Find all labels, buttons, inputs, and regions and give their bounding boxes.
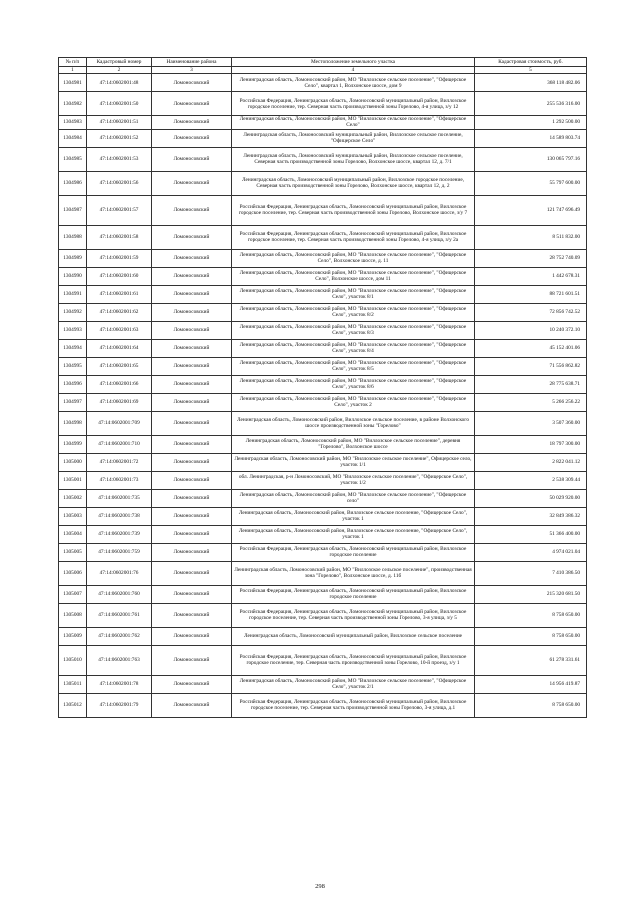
cadastral-value: 7 410 386.50 <box>475 561 587 585</box>
cadastral-number: 47:14:0602001:63 <box>87 321 152 339</box>
district-name: Ломоносовский <box>152 435 232 453</box>
land-plot-location: Ленинградская область, Ломоносовский муниципальный район, Виллозское сельское поселение <box>232 627 475 645</box>
cadastral-number: 47:14:0602001:61 <box>87 285 152 303</box>
cadastral-value: 61 278 331.61 <box>475 645 587 675</box>
cadastral-number: 47:14:0602001:760 <box>87 585 152 603</box>
cadastral-value: 72 856 742.52 <box>475 303 587 321</box>
table-row <box>59 92 587 116</box>
row-number: 1304989 <box>59 249 87 267</box>
header-location: Местоположение земельного участка <box>232 58 475 67</box>
cadastral-number: 47:14:0602001:48 <box>87 74 152 92</box>
district-name: Ломоносовский <box>152 339 232 357</box>
cadastral-value: 50 029 920.00 <box>475 489 587 507</box>
district-name: Ломоносовский <box>152 489 232 507</box>
cadastral-value: 18 797 300.00 <box>475 435 587 453</box>
district-name: Ломоносовский <box>152 357 232 375</box>
cadastral-number: 47:14:0602001:60 <box>87 267 152 285</box>
cadastral-value: 3 507 360.00 <box>475 411 587 435</box>
column-number: 2 <box>87 67 152 74</box>
district-name: Ломоносовский <box>152 321 232 339</box>
row-number: 1305001 <box>59 471 87 489</box>
land-plot-location: Ленинградская область, Ломоносовский район, МО "Виллозское сельское поселение", "Офицерское Село", участок 8/4 <box>232 339 475 357</box>
land-plot-location: Ленинградская область, Ломоносовский район, МО "Виллозское сельское поселение", "Офицерское Село", участок 8/1 <box>232 285 475 303</box>
cadastral-value: 255 536 316.00 <box>475 92 587 116</box>
table-row <box>59 129 587 147</box>
district-name: Ломоносовский <box>152 627 232 645</box>
row-number: 1305005 <box>59 543 87 561</box>
table-row <box>59 525 587 543</box>
table-header-row <box>59 58 587 67</box>
cadastral-value-table <box>58 57 587 718</box>
row-number: 1304983 <box>59 116 87 129</box>
table-row <box>59 357 587 375</box>
district-name: Ломоносовский <box>152 603 232 627</box>
row-number: 1304998 <box>59 411 87 435</box>
cadastral-number: 47:14:0602001:763 <box>87 645 152 675</box>
row-number: 1304996 <box>59 375 87 393</box>
land-plot-location: Ленинградская область, Ломоносовский муниципальный район, Виллозское сельское поселение, "Офицерское Село" <box>232 129 475 147</box>
table-body <box>59 74 587 717</box>
district-name: Ломоносовский <box>152 411 232 435</box>
district-name: Ломоносовский <box>152 375 232 393</box>
cadastral-value: 368 118 482.06 <box>475 74 587 92</box>
district-name: Ломоносовский <box>152 393 232 411</box>
row-number: 1304981 <box>59 74 87 92</box>
cadastral-value: 88 721 601.51 <box>475 285 587 303</box>
district-name: Ломоносовский <box>152 129 232 147</box>
row-number: 1304987 <box>59 195 87 225</box>
cadastral-value: 32 849 386.32 <box>475 507 587 525</box>
row-number: 1305012 <box>59 693 87 717</box>
table-row <box>59 453 587 471</box>
row-number: 1305010 <box>59 645 87 675</box>
land-plot-location: Ленинградская область, Ломоносовский муниципальный район, Виллозское сельское поселение, Северная часть производственной зоны Горелово, Волхонское шоссе, квартал 12, д. 7/1 <box>232 147 475 171</box>
cadastral-number: 47:14:0602001:78 <box>87 675 152 693</box>
cadastral-value: 4 974 021.04 <box>475 543 587 561</box>
cadastral-number: 47:14:0602001:710 <box>87 435 152 453</box>
cadastral-value: 121 747 696.49 <box>475 195 587 225</box>
district-name: Ломоносовский <box>152 171 232 195</box>
district-name: Ломоносовский <box>152 267 232 285</box>
row-number: 1304994 <box>59 339 87 357</box>
cadastral-number: 47:14:0602001:72 <box>87 453 152 471</box>
district-name: Ломоносовский <box>152 147 232 171</box>
row-number: 1304990 <box>59 267 87 285</box>
district-name: Ломоносовский <box>152 585 232 603</box>
table-row <box>59 171 587 195</box>
row-number: 1304988 <box>59 225 87 249</box>
cadastral-value: 14 589 803.74 <box>475 129 587 147</box>
land-plot-location: Российская Федерация, Ленинградская область, Ломоносовский муниципальный район, Виллозское городское поселение, тер. Северная часть производственной зоны Горелово, 4-я улица, з/у 12 <box>232 92 475 116</box>
table-row <box>59 267 587 285</box>
table-row <box>59 435 587 453</box>
land-plot-location: Ленинградская область, Ломоносовский район, МО "Виллозское сельское поселение", "Офицерское Село", участок 2/1 <box>232 675 475 693</box>
cadastral-table-sheet <box>58 57 586 718</box>
land-plot-location: Ленинградская область, Ломоносовский район, МО "Виллозское сельское поселение", "Офицерское Село", Волхонское шоссе, дом 11 <box>232 267 475 285</box>
district-name: Ломоносовский <box>152 543 232 561</box>
table-row <box>59 339 587 357</box>
land-plot-location: Ленинградская область, Ломоносовский район, МО "Виллозское сельское поселение", "Офицерское Село", участок 8/6 <box>232 375 475 393</box>
row-number: 1304986 <box>59 171 87 195</box>
header-cadastral-value: Кадастровая стоимость, руб. <box>475 58 587 67</box>
row-number: 1304999 <box>59 435 87 453</box>
cadastral-number: 47:14:0602001:50 <box>87 92 152 116</box>
row-number: 1304995 <box>59 357 87 375</box>
land-plot-location: Ленинградская область, Ломоносовский район, МО "Виллозское сельское поселение", деревня "Горелово", Волхонское шоссе <box>232 435 475 453</box>
district-name: Ломоносовский <box>152 645 232 675</box>
row-number: 1305002 <box>59 489 87 507</box>
land-plot-location: Ленинградская область, Ломоносовский район, МО "Виллозское сельское поселение", "Офицерское село" <box>232 489 475 507</box>
land-plot-location: обл. Ленинградская, р-н Ломоносовский, МО "Виллозское сельское поселение", "Офицерское Село", участок 1/2 <box>232 471 475 489</box>
row-number: 1304991 <box>59 285 87 303</box>
cadastral-value: 28 775 638.71 <box>475 375 587 393</box>
table-row <box>59 585 587 603</box>
table-row <box>59 393 587 411</box>
row-number: 1305003 <box>59 507 87 525</box>
land-plot-location: Ленинградская область, Ломоносовский район, МО "Виллозское сельское поселение", "Офицерское Село" <box>232 116 475 129</box>
cadastral-value: 2 538 309.44 <box>475 471 587 489</box>
cadastral-number: 47:14:0602001:56 <box>87 171 152 195</box>
district-name: Ломоносовский <box>152 92 232 116</box>
cadastral-number: 47:14:0602001:73 <box>87 471 152 489</box>
land-plot-location: Российская Федерация, Ленинградская область, Ломоносовский муниципальный район, Виллозское городское поселение <box>232 543 475 561</box>
cadastral-number: 47:14:0602001:65 <box>87 357 152 375</box>
cadastral-number: 47:14:0602001:76 <box>87 561 152 585</box>
table-row <box>59 693 587 717</box>
cadastral-number: 47:14:0602001:59 <box>87 249 152 267</box>
table-row <box>59 225 587 249</box>
land-plot-location: Ленинградская область, Ломоносовский район, МО "Виллозское сельское поселение", "Офицерское Село", Волхонское шоссе, д. 11 <box>232 249 475 267</box>
cadastral-value: 8 758 650.00 <box>475 627 587 645</box>
table-row <box>59 561 587 585</box>
cadastral-number: 47:14:0602001:57 <box>87 195 152 225</box>
table-row <box>59 471 587 489</box>
table-row <box>59 603 587 627</box>
cadastral-value: 130 065 797.16 <box>475 147 587 171</box>
cadastral-number: 47:14:0602001:52 <box>87 129 152 147</box>
row-number: 1304984 <box>59 129 87 147</box>
cadastral-value: 1 442 678.31 <box>475 267 587 285</box>
district-name: Ломоносовский <box>152 453 232 471</box>
table-row <box>59 627 587 645</box>
cadastral-number: 47:14:0602001:66 <box>87 375 152 393</box>
cadastral-number: 47:14:0602001:51 <box>87 116 152 129</box>
cadastral-number: 47:14:0602001:739 <box>87 525 152 543</box>
land-plot-location: Ленинградская область, Ломоносовский район, Виллозское сельское поселение, в районе Волхонского шоссе производственной зоны "Горелово" <box>232 411 475 435</box>
district-name: Ломоносовский <box>152 471 232 489</box>
table-row <box>59 507 587 525</box>
land-plot-location: Ленинградская область, Ломоносовский район, МО "Виллозское сельское поселение", "Офицерское Село", участок 8/2 <box>232 303 475 321</box>
cadastral-number: 47:14:0602001:79 <box>87 693 152 717</box>
cadastral-value: 71 556 862.82 <box>475 357 587 375</box>
land-plot-location: Ленинградская область, Ломоносовский муниципальный район, Виллозское городское поселение, Северная часть производственной зоны Горелово, Волхонское шоссе, квартал 12, д. 2 <box>232 171 475 195</box>
row-number: 1305007 <box>59 585 87 603</box>
cadastral-number: 47:14:0602001:761 <box>87 603 152 627</box>
column-number: 1 <box>59 67 87 74</box>
table-row <box>59 74 587 92</box>
column-number: 3 <box>152 67 232 74</box>
table-row <box>59 116 587 129</box>
row-number: 1304993 <box>59 321 87 339</box>
cadastral-value: 28 752 740.09 <box>475 249 587 267</box>
land-plot-location: Ленинградская область, Ломоносовский район, МО "Виллозское сельское поселение", "Офицерское Село", квартал 1, Волхонское шоссе, дом 9 <box>232 74 475 92</box>
district-name: Ломоносовский <box>152 303 232 321</box>
table-row <box>59 375 587 393</box>
table-row <box>59 675 587 693</box>
row-number: 1304985 <box>59 147 87 171</box>
district-name: Ломоносовский <box>152 195 232 225</box>
cadastral-number: 47:14:0602001:69 <box>87 393 152 411</box>
land-plot-location: Ленинградская область, Ломоносовский район, МО "Виллозское сельское поселение", "Офицерское Село", участок 8/5 <box>232 357 475 375</box>
header-number: № п/п <box>59 58 87 67</box>
row-number: 1304997 <box>59 393 87 411</box>
column-number-row <box>59 67 587 74</box>
column-number: 5 <box>475 67 587 74</box>
row-number: 1305000 <box>59 453 87 471</box>
table-row <box>59 321 587 339</box>
row-number: 1304992 <box>59 303 87 321</box>
row-number: 1305011 <box>59 675 87 693</box>
table-row <box>59 147 587 171</box>
row-number: 1305009 <box>59 627 87 645</box>
land-plot-location: Российская Федерация, Ленинградская область, Ломоносовский муниципальный район, Виллозское городское поселение, тер. Северная часть производственной зоны Горелово, 3-я улица, д.1 <box>232 693 475 717</box>
table-row <box>59 195 587 225</box>
cadastral-number: 47:14:0602001:762 <box>87 627 152 645</box>
cadastral-number: 47:14:0602001:62 <box>87 303 152 321</box>
land-plot-location: Ленинградская область, Ломоносовский район, МО "Виллозское сельское поселение", "Офицерское Село", участок 2 <box>232 393 475 411</box>
land-plot-location: Российская Федерация, Ленинградская область, Ломоносовский муниципальный район, Виллозское городское поселение <box>232 585 475 603</box>
cadastral-value: 51 366 400.00 <box>475 525 587 543</box>
cadastral-value: 8 758 650.00 <box>475 603 587 627</box>
district-name: Ломоносовский <box>152 507 232 525</box>
page-number: 298 <box>315 883 325 890</box>
cadastral-value: 45 152 401.06 <box>475 339 587 357</box>
cadastral-number: 47:14:0602001:64 <box>87 339 152 357</box>
cadastral-number: 47:14:0602001:53 <box>87 147 152 171</box>
cadastral-value: 1 292 500.00 <box>475 116 587 129</box>
cadastral-number: 47:14:0602001:735 <box>87 489 152 507</box>
district-name: Ломоносовский <box>152 675 232 693</box>
cadastral-value: 14 956 419.87 <box>475 675 587 693</box>
district-name: Ломоносовский <box>152 561 232 585</box>
row-number: 1304982 <box>59 92 87 116</box>
row-number: 1305004 <box>59 525 87 543</box>
district-name: Ломоносовский <box>152 285 232 303</box>
table-row <box>59 249 587 267</box>
header-district: Наименование района <box>152 58 232 67</box>
land-plot-location: Ленинградская область, Ломоносовский район, Виллозское сельское поселение, "Офицерское Село", участок 1 <box>232 525 475 543</box>
header-cadastral-number: Кадастровый номер <box>87 58 152 67</box>
district-name: Ломоносовский <box>152 249 232 267</box>
cadastral-number: 47:14:0602001:58 <box>87 225 152 249</box>
district-name: Ломоносовский <box>152 74 232 92</box>
district-name: Ломоносовский <box>152 525 232 543</box>
cadastral-value: 8 511 832.00 <box>475 225 587 249</box>
table-row <box>59 489 587 507</box>
cadastral-value: 10 240 372.10 <box>475 321 587 339</box>
table-row <box>59 285 587 303</box>
land-plot-location: Российская Федерация, Ленинградская область, Ломоносовский муниципальный район, Виллозское городское поселение, тер. Северная часть производственной зоны Горелово, 3-я улица, з/у 5 <box>232 603 475 627</box>
land-plot-location: Российская Федерация, Ленинградская область, Ломоносовский муниципальный район, Виллозское городское поселение, тер. Северная часть производственной зоны Горелово, 4-я улица, з/у 2а <box>232 225 475 249</box>
cadastral-number: 47:14:0602001:709 <box>87 411 152 435</box>
land-plot-location: Российская Федерация, Ленинградская область, Ломоносовский муниципальный район, Виллозское городское поселение, тер. Северная часть производственной зоны Горелово, 10-й проезд, з/у 1 <box>232 645 475 675</box>
row-number: 1305008 <box>59 603 87 627</box>
table-row <box>59 411 587 435</box>
column-number: 4 <box>232 67 475 74</box>
district-name: Ломоносовский <box>152 116 232 129</box>
land-plot-location: Ленинградская область, Ломоносовский район, МО "Виллозское сельское поселение", производственная зона "Горелово", Волхонское шоссе, д. 11б <box>232 561 475 585</box>
land-plot-location: Ленинградская область, Ломоносовский район, МО "Виллозское сельское поселение", Офицерское село, участок 1/1 <box>232 453 475 471</box>
table-row <box>59 543 587 561</box>
table-row <box>59 645 587 675</box>
table-row <box>59 303 587 321</box>
row-number: 1305006 <box>59 561 87 585</box>
cadastral-number: 47:14:0602001:759 <box>87 543 152 561</box>
cadastral-value: 8 758 650.00 <box>475 693 587 717</box>
land-plot-location: Ленинградская область, Ломоносовский район, Виллозское сельское поселение, "Офицерское Село", участок 1 <box>232 507 475 525</box>
district-name: Ломоносовский <box>152 693 232 717</box>
land-plot-location: Российская Федерация, Ленинградская область, Ломоносовский муниципальный район, Виллозское городское поселение, тер. Северная часть производственной зоны Горелово, Волхонское шоссе, з/у 7 <box>232 195 475 225</box>
cadastral-number: 47:14:0602001:738 <box>87 507 152 525</box>
district-name: Ломоносовский <box>152 225 232 249</box>
cadastral-value: 2 822 041.12 <box>475 453 587 471</box>
cadastral-value: 55 797 600.00 <box>475 171 587 195</box>
land-plot-location: Ленинградская область, Ломоносовский район, МО "Виллозское сельское поселение", "Офицерское Село", участок 8/3 <box>232 321 475 339</box>
cadastral-value: 5 266 256.22 <box>475 393 587 411</box>
cadastral-value: 215 320 681.50 <box>475 585 587 603</box>
